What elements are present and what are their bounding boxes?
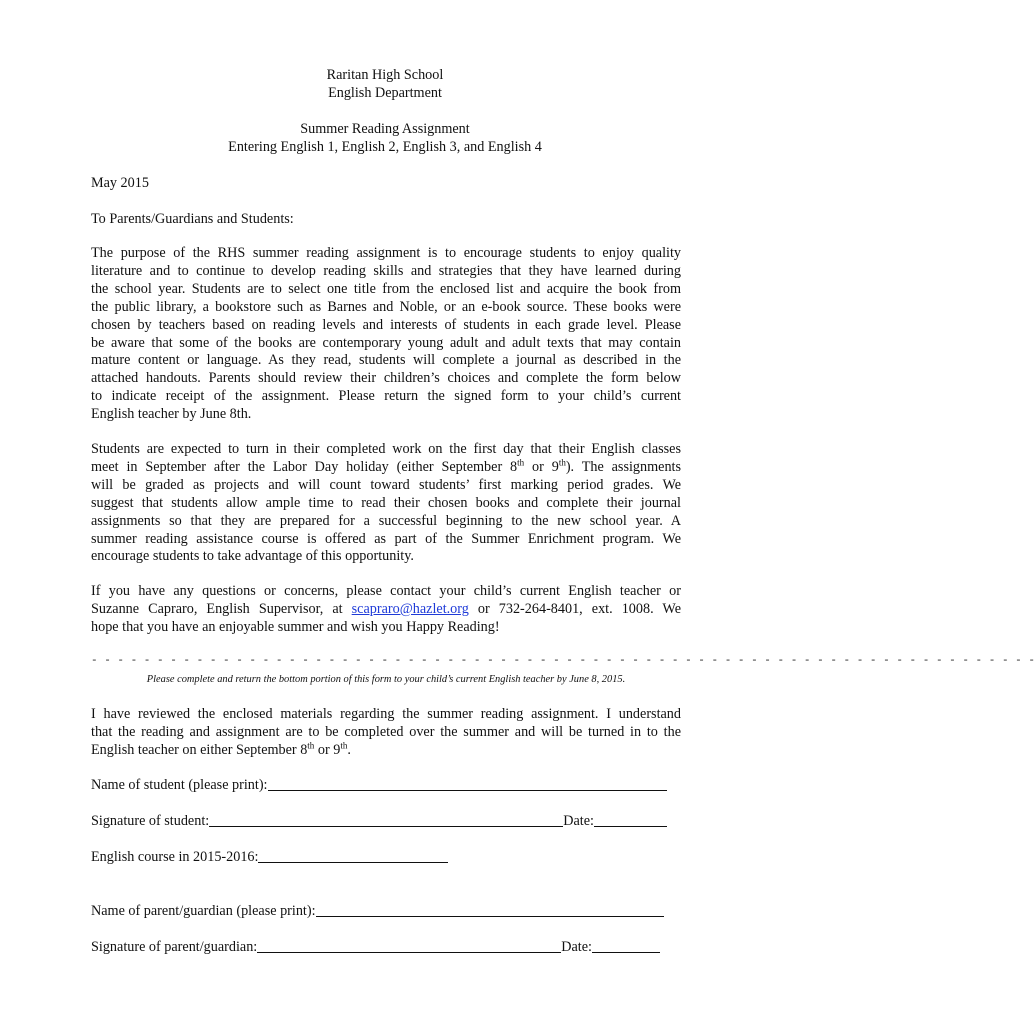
parent-date-field[interactable] [592, 938, 660, 953]
department-name: English Department [328, 85, 442, 101]
school-name: Raritan High School [326, 67, 444, 83]
paragraph-line: encourage students to take advantage of this opportunity. [91, 548, 414, 565]
assignment-heading [0, 120, 770, 156]
paragraph-line: the public library, a bookstore such as Barnes and Noble, or an e-book source. These books were [91, 298, 681, 315]
assignment-title: Summer Reading Assignment [300, 121, 470, 137]
student-date-field[interactable] [594, 812, 667, 827]
paragraph-line: summer reading assistance course is offered as part of the Summer Enrichment program. We [91, 530, 681, 547]
letter-date: May 2015 [91, 175, 149, 191]
student-signature-label: Signature of student: [91, 813, 210, 829]
student-name-label: Name of student (please print): [91, 777, 268, 793]
text-run: English teacher on either September 8 [91, 741, 308, 758]
course-row [91, 848, 448, 866]
parent-signature-label: Signature of parent/guardian: [91, 939, 258, 955]
text-run: or 732-264-8401, ext. 1008. We [468, 600, 681, 617]
paragraph-line: assignments so that they are prepared for a successful beginning to the new school year. A [91, 512, 681, 529]
paragraph-line: hope that you have an enjoyable summer and wish you Happy Reading! [91, 618, 500, 635]
parent-name-row [91, 902, 664, 920]
ordinal-suffix: th [340, 740, 348, 751]
paragraph-line: mature content or language. As they read, students will complete a journal as described in the [91, 352, 681, 369]
paragraph-line [91, 601, 681, 619]
paragraph-purpose [91, 245, 681, 424]
paragraph-contact [91, 583, 681, 637]
parent-signature-row [91, 938, 660, 956]
paragraph-line: be aware that some of the books are contemporary young adult and adult texts that may contain [91, 334, 681, 351]
course-field[interactable] [258, 848, 448, 863]
parent-name-field[interactable] [316, 902, 664, 917]
paragraph-line: The purpose of the RHS summer reading assignment is to encourage students to enjoy quality [91, 245, 681, 261]
text-run: ). The assignments [565, 458, 681, 475]
paragraph-line: If you have any questions or concerns, please contact your child’s current English teacher or [91, 583, 681, 599]
salutation: To Parents/Guardians and Students: [91, 211, 294, 227]
paragraph-line: to indicate receipt of the assignment. Please return the signed form to your child’s current [91, 388, 681, 405]
student-date-label: Date: [563, 813, 594, 829]
email-link[interactable]: scapraro@hazlet.org [351, 600, 469, 617]
paragraph-line: Students are expected to turn in their completed work on the first day that their English classes [91, 441, 681, 457]
student-name-field[interactable] [268, 776, 667, 791]
text-run: Suzanne Capraro, English Supervisor, at [91, 600, 352, 617]
paragraph-line: suggest that students allow ample time to read their chosen books and complete their journal [91, 494, 681, 511]
student-signature-row [91, 812, 667, 830]
ordinal-suffix: th [307, 740, 315, 751]
student-name-row [91, 776, 667, 794]
ordinal-suffix: th [517, 457, 525, 468]
parent-signature-field[interactable] [257, 938, 561, 953]
paragraph-line: I have reviewed the enclosed materials regarding the summer reading assignment. I understand [91, 706, 681, 722]
paragraph-line: chosen by teachers based on reading levels and interests of students in each grade level. Please [91, 316, 681, 333]
paragraph-line: will be graded as projects and will count toward students’ first marking period grades. We [91, 476, 681, 493]
student-signature-field[interactable] [209, 812, 563, 827]
return-note: Please complete and return the bottom portion of this form to your child’s current English teacher by June 8, 2015. [146, 674, 626, 685]
text-run: . [347, 741, 351, 758]
paragraph-line: English teacher by June 8th. [91, 406, 252, 423]
parent-date-label: Date: [561, 939, 592, 955]
paragraph-line: that the reading and assignment are to be completed over the summer and will be turned in to the [91, 723, 681, 740]
text-run: or 9 [314, 741, 341, 758]
cut-line: - - - - - - - - - - - - - - - - - - - - - - - - - - - - - - - - - - - - - - - - - - - - - - - - - - - - - - - - - - - - - - - - - - - - - - - - [91, 655, 1035, 667]
paragraph-due-date [91, 441, 681, 566]
parent-name-label: Name of parent/guardian (please print): [91, 903, 316, 919]
course-label: English course in 2015-2016: [91, 849, 259, 865]
paragraph-line: literature and to continue to develop reading skills and strategies that they have learned during [91, 262, 681, 279]
acknowledgement-statement [91, 706, 681, 760]
text-run: or 9 [524, 458, 559, 475]
letterhead [0, 66, 770, 102]
text-run: meet in September after the Labor Day holiday (either September 8 [91, 458, 518, 475]
ordinal-suffix: th [558, 457, 566, 468]
paragraph-line [91, 459, 681, 477]
assignment-subtitle: Entering English 1, English 2, English 3, and English 4 [228, 139, 542, 155]
paragraph-line [91, 742, 681, 760]
paragraph-line: attached handouts. Parents should review their children’s choices and complete the form below [91, 370, 681, 387]
paragraph-line: the school year. Students are to select one title from the enclosed list and acquire the book from [91, 280, 681, 297]
